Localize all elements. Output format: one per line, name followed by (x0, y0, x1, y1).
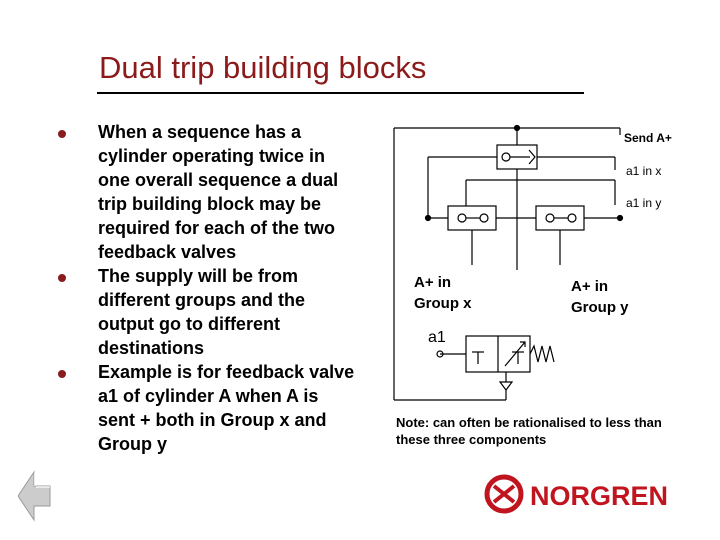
group-x-label-line2: Group x (414, 295, 472, 312)
slide-title: Dual trip building blocks (99, 50, 427, 85)
valve-a1-label: a1 (428, 329, 446, 346)
group-y-label-line2: Group y (571, 299, 629, 316)
a1-in-y-label: a1 in y (626, 196, 662, 210)
shuttle-ball (502, 153, 510, 161)
logo-text: NORGREN (530, 481, 669, 511)
bullet-item: When a sequence has a cylinder operating twice in one overall sequence a dual trip building block may be required for each of the two feedback valves (58, 120, 358, 264)
diagram-note: Note: can often be rationalised to less than these three components (396, 415, 662, 447)
a1-in-x-label: a1 in x (626, 164, 662, 178)
exhaust-triangle (500, 382, 512, 390)
bullet-item: The supply will be from different groups and the output go to different destinations (58, 264, 358, 360)
send-a-plus-label: Send A+ (624, 131, 672, 145)
group-x-label-line1: A+ in (414, 274, 452, 291)
group-y-label-line1: A+ in (571, 278, 609, 295)
norgren-logo (484, 474, 698, 514)
bullet-item: Example is for feedback valve a1 of cylinder A when A is sent + both in Group x and Group y (58, 360, 358, 456)
